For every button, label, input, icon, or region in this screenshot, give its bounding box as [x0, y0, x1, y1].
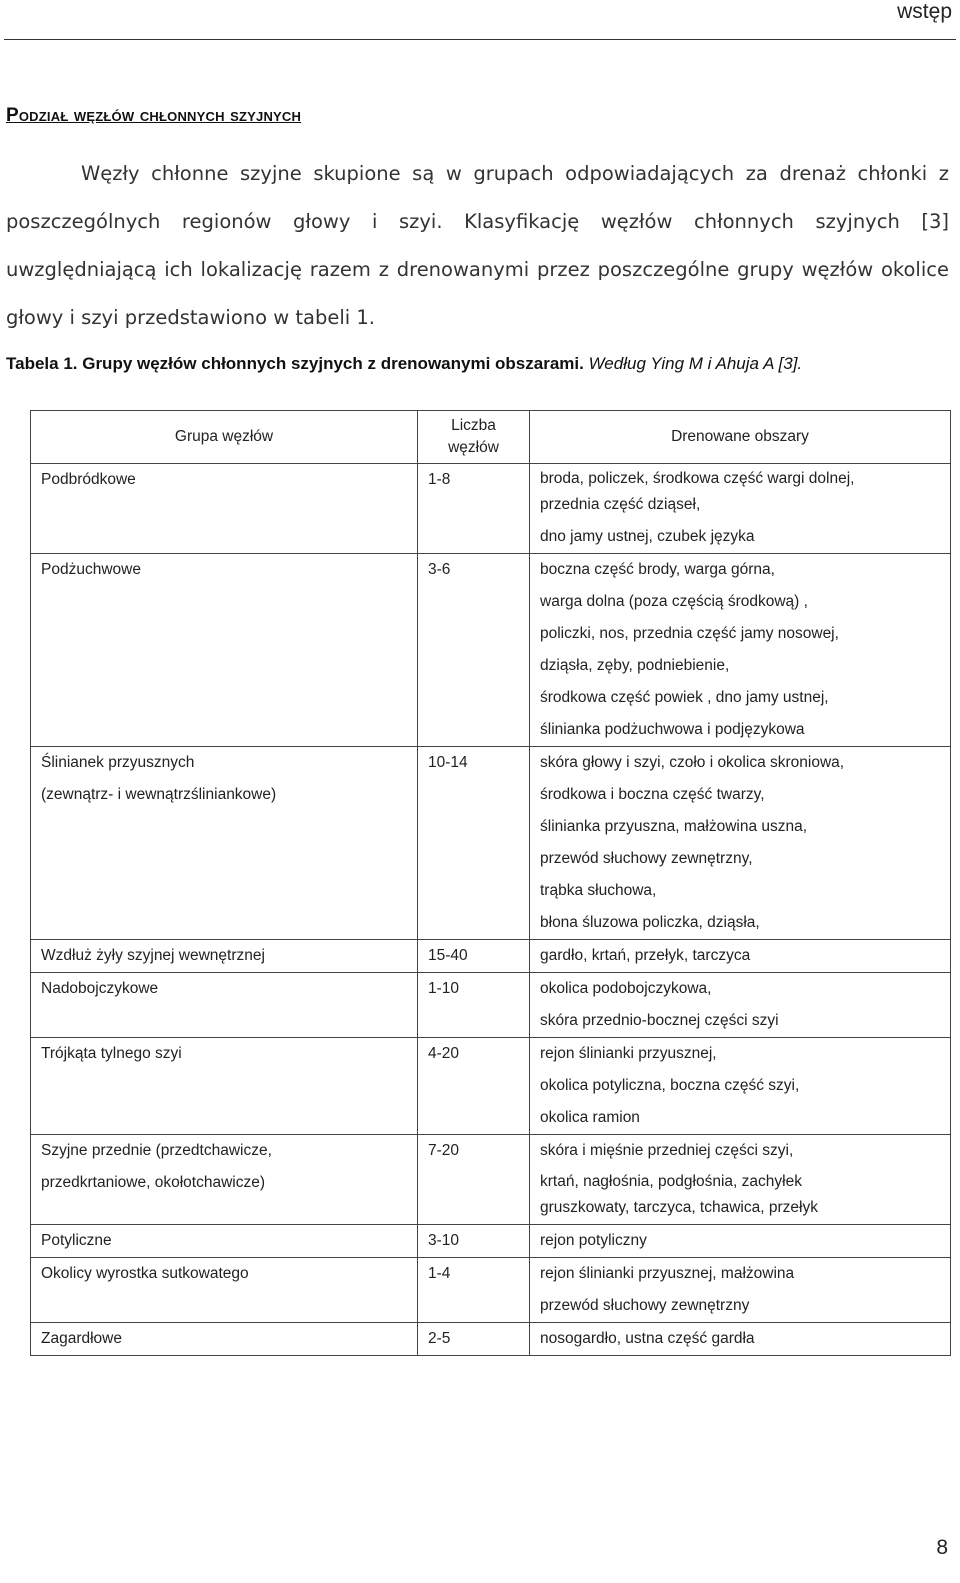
- caption-source: Według Ying M i Ahuja A [3].: [583, 354, 803, 373]
- group-line: Ślinianek przyusznych: [41, 754, 195, 771]
- group-line: Trójkąta tylnego szyi: [41, 1045, 182, 1062]
- intro-paragraph: Węzły chłonne szyjne skupione są w grupach odpowiadających za drenaż chłonki z poszczególnych regionów głowy i szyi. Klasyfikację węzłów chłonnych szyjnych [3] uwzględniającą ich lokalizację razem z drenowanymi przez poszczególne grupy węzłów okolice głowy i szyi przedstawiono w tabeli 1.: [6, 162, 949, 329]
- cell-areas: [530, 1258, 951, 1323]
- cell-group: [31, 554, 418, 747]
- area-line: skóra głowy i szyi, czoło i okolica skroniowa,: [540, 754, 845, 771]
- area-line: przewód słuchowy zewnętrzny,: [540, 850, 753, 867]
- area-line: środkowa część powiek , dno jamy ustnej,: [540, 689, 829, 706]
- cell-group: [31, 464, 418, 554]
- count-value: 15-40: [428, 947, 468, 964]
- count-value: 1-8: [428, 471, 451, 488]
- cell-areas: [530, 464, 951, 554]
- cell-areas: [530, 1135, 951, 1225]
- area-line: skóra przednio-bocznej części szyi: [540, 1012, 779, 1029]
- cell-count: [418, 1225, 530, 1258]
- page-number: 8: [936, 1536, 948, 1559]
- group-line: Zagardłowe: [41, 1330, 122, 1347]
- count-value: 4-20: [428, 1045, 460, 1062]
- count-value: 7-20: [428, 1142, 460, 1159]
- cell-count: [418, 940, 530, 973]
- area-line: warga dolna (poza częścią środkową) ,: [540, 593, 808, 610]
- cell-count: [418, 1258, 530, 1323]
- cell-group: [31, 1135, 418, 1225]
- cell-group: [31, 973, 418, 1038]
- cell-group: [31, 1038, 418, 1135]
- area-line: gruszkowaty, tarczyca, tchawica, przełyk: [540, 1199, 818, 1216]
- table-row: [31, 464, 951, 554]
- count-value: 1-10: [428, 980, 460, 997]
- area-line: środkowa i boczna część twarzy,: [540, 786, 765, 803]
- cell-group: [31, 1323, 418, 1356]
- area-line: rejon ślinianki przyusznej, małżowina: [540, 1265, 795, 1282]
- cell-group: [31, 1258, 418, 1323]
- cell-group: [31, 940, 418, 973]
- cell-areas: [530, 973, 951, 1038]
- cell-areas: [530, 1038, 951, 1135]
- count-value: 10-14: [428, 754, 468, 771]
- table-row: [31, 1225, 951, 1258]
- group-line: przedkrtaniowe, okołotchawicze): [41, 1174, 265, 1191]
- group-line: Wzdłuż żyły szyjnej wewnętrznej: [41, 947, 265, 964]
- cell-areas: [530, 1225, 951, 1258]
- table-header-row: [31, 411, 951, 464]
- section-heading: Podział węzłów chłonnych szyjnych: [6, 105, 302, 126]
- table-row: [31, 1323, 951, 1356]
- area-line: skóra i mięśnie przedniej części szyi,: [540, 1142, 794, 1159]
- table-row: [31, 747, 951, 940]
- cell-areas: [530, 1323, 951, 1356]
- area-line: okolica ramion: [540, 1109, 640, 1126]
- group-line: Podbródkowe: [41, 471, 136, 488]
- area-line: boczna część brody, warga górna,: [540, 561, 775, 578]
- area-line: przewód słuchowy zewnętrzny: [540, 1297, 750, 1314]
- area-line: policzki, nos, przednia część jamy nosowej,: [540, 625, 839, 642]
- area-line: ślinianka podżuchwowa i podjęzykowa: [540, 721, 805, 738]
- cell-count: [418, 973, 530, 1038]
- cell-areas: [530, 554, 951, 747]
- cell-group: [31, 1225, 418, 1258]
- running-header: wstęp: [897, 0, 952, 23]
- cell-count: [418, 554, 530, 747]
- area-line: krtań, nagłośnia, podgłośnia, zachyłek: [540, 1173, 802, 1190]
- cell-count: [418, 464, 530, 554]
- header-group: Grupa węzłów: [31, 411, 418, 464]
- cell-count: [418, 1135, 530, 1225]
- area-line: błona śluzowa policzka, dziąsła,: [540, 914, 760, 931]
- cell-areas: [530, 940, 951, 973]
- header-count-line-1: Liczba: [451, 417, 496, 434]
- group-line: Potyliczne: [41, 1232, 112, 1249]
- table-body: [31, 464, 951, 1356]
- cell-count: [418, 1038, 530, 1135]
- group-line: Podżuchwowe: [41, 561, 141, 578]
- table-row: [31, 1135, 951, 1225]
- cell-count: [418, 747, 530, 940]
- cell-group: [31, 747, 418, 940]
- lymph-node-table: [30, 410, 951, 1356]
- area-line: dziąsła, zęby, podniebienie,: [540, 657, 730, 674]
- area-line: broda, policzek, środkowa część wargi dolnej,: [540, 470, 855, 487]
- area-line: przednia część dziąseł,: [540, 496, 701, 513]
- area-line: dno jamy ustnej, czubek języka: [540, 528, 755, 545]
- header-count: [418, 411, 530, 464]
- group-line: Okolicy wyrostka sutkowatego: [41, 1265, 249, 1282]
- count-value: 2-5: [428, 1330, 451, 1347]
- cell-areas: [530, 747, 951, 940]
- table-row: [31, 1038, 951, 1135]
- count-value: 3-10: [428, 1232, 460, 1249]
- area-line: ślinianka przyuszna, małżowina uszna,: [540, 818, 808, 835]
- area-line: okolica potyliczna, boczna część szyi,: [540, 1077, 800, 1094]
- table-row: [31, 973, 951, 1038]
- caption-title: Tabela 1. Grupy węzłów chłonnych szyjnych z drenowanymi obszarami.: [6, 354, 584, 373]
- area-line: okolica podobojczykowa,: [540, 980, 712, 997]
- header-count-line-2: węzłów: [448, 439, 499, 456]
- area-line: rejon potyliczny: [540, 1232, 647, 1249]
- count-value: 1-4: [428, 1265, 451, 1282]
- group-line: (zewnątrz- i wewnątrzśliniankowe): [41, 786, 277, 803]
- area-line: gardło, krtań, przełyk, tarczyca: [540, 947, 751, 964]
- header-areas: Drenowane obszary: [530, 411, 951, 464]
- table-caption: [6, 354, 802, 374]
- table-row: [31, 1258, 951, 1323]
- cell-count: [418, 1323, 530, 1356]
- area-line: nosogardło, ustna część gardła: [540, 1330, 755, 1347]
- area-line: trąbka słuchowa,: [540, 882, 657, 899]
- area-line: rejon ślinianki przyusznej,: [540, 1045, 717, 1062]
- count-value: 3-6: [428, 561, 451, 578]
- group-line: Nadobojczykowe: [41, 980, 159, 997]
- table-row: [31, 554, 951, 747]
- group-line: Szyjne przednie (przedtchawicze,: [41, 1142, 272, 1159]
- header-rule: [4, 39, 956, 40]
- table-row: [31, 940, 951, 973]
